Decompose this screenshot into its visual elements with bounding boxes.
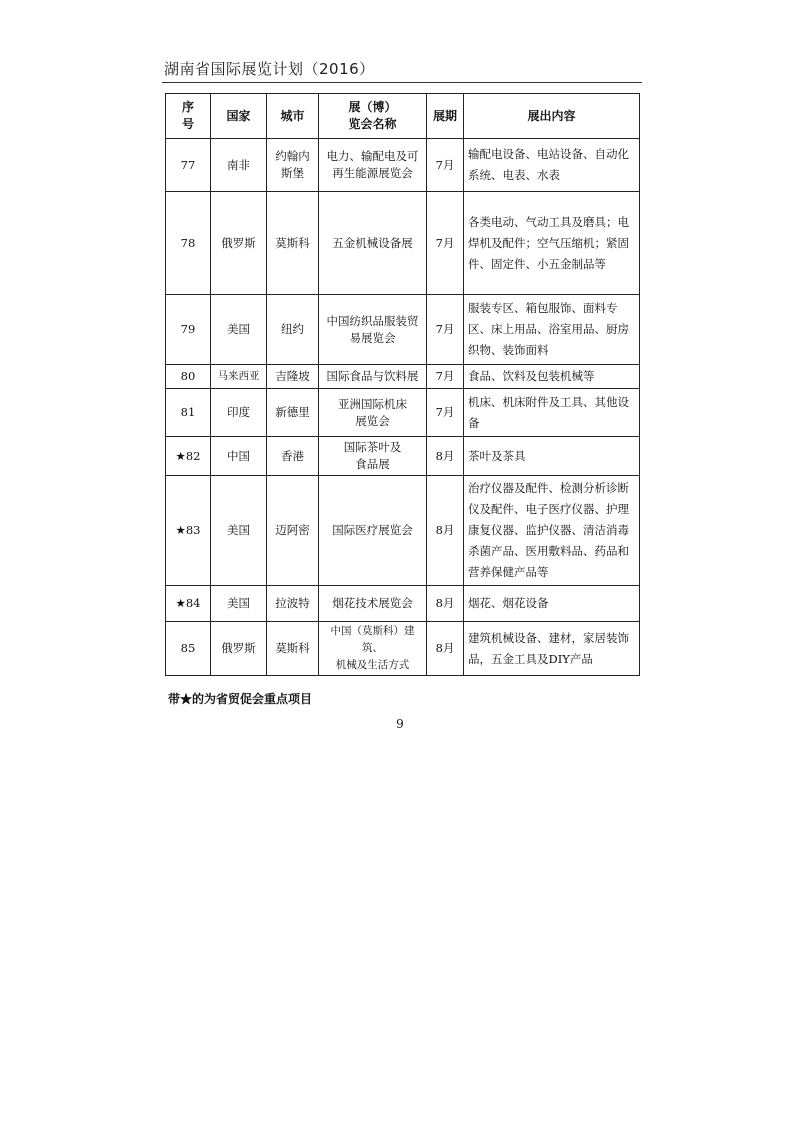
cell-name: 亚洲国际机床 展览会 — [319, 389, 427, 437]
table-row — [166, 586, 640, 622]
cell-seq: ★82 — [166, 437, 211, 476]
cell-seq: ★83 — [166, 476, 211, 586]
cell-city: 香港 — [267, 437, 319, 476]
cell-content: 食品、饮料及包装机械等 — [464, 365, 640, 389]
cell-city: 新德里 — [267, 389, 319, 437]
table-row — [166, 192, 640, 295]
cell-country: 南非 — [211, 139, 267, 192]
cell-seq: 80 — [166, 365, 211, 389]
table-row — [166, 365, 640, 389]
cell-seq: 85 — [166, 622, 211, 676]
header-country: 国家 — [211, 94, 267, 139]
table-row — [166, 139, 640, 192]
cell-city: 吉隆坡 — [267, 365, 319, 389]
cell-content: 治疗仪器及配件、检测分析诊断仪及配件、电子医疗仪器、护理康复仪器、监护仪器、清洁消毒杀菌产品、医用敷料品、药品和营养保健产品等 — [464, 476, 640, 586]
cell-country: 俄罗斯 — [211, 192, 267, 295]
table-header-row — [166, 94, 640, 139]
cell-name: 中国纺织品服装贸 易展览会 — [319, 295, 427, 365]
page-number: 9 — [396, 717, 404, 731]
cell-country: 俄罗斯 — [211, 622, 267, 676]
cell-period: 8月 — [427, 437, 464, 476]
header-period: 展期 — [427, 94, 464, 139]
cell-city: 约翰内 斯堡 — [267, 139, 319, 192]
cell-period: 8月 — [427, 586, 464, 622]
table-row — [166, 476, 640, 586]
header-city: 城市 — [267, 94, 319, 139]
cell-city: 迈阿密 — [267, 476, 319, 586]
cell-seq: 79 — [166, 295, 211, 365]
cell-country: 马来西亚 — [211, 365, 267, 389]
cell-period: 7月 — [427, 139, 464, 192]
cell-content: 茶叶及茶具 — [464, 437, 640, 476]
cell-content: 输配电设备、电站设备、自动化系统、电表、水表 — [464, 139, 640, 192]
cell-content: 烟花、烟花设备 — [464, 586, 640, 622]
cell-content: 建筑机械设备、建材，家居装饰品，五金工具及DIY产品 — [464, 622, 640, 676]
cell-period: 7月 — [427, 389, 464, 437]
cell-country: 美国 — [211, 586, 267, 622]
cell-seq: 77 — [166, 139, 211, 192]
cell-city: 纽约 — [267, 295, 319, 365]
cell-city: 拉波特 — [267, 586, 319, 622]
cell-name: 五金机械设备展 — [319, 192, 427, 295]
cell-period: 7月 — [427, 365, 464, 389]
header-name: 展（博） 览会名称 — [319, 94, 427, 139]
page-header-title: 湖南省国际展览计划（2016） — [164, 60, 375, 78]
cell-country: 中国 — [211, 437, 267, 476]
header-content: 展出内容 — [464, 94, 640, 139]
cell-period: 7月 — [427, 295, 464, 365]
cell-name: 烟花技术展览会 — [319, 586, 427, 622]
table-row — [166, 622, 640, 676]
cell-name: 国际食品与饮料展 — [319, 365, 427, 389]
cell-name: 国际医疗展览会 — [319, 476, 427, 586]
cell-country: 美国 — [211, 295, 267, 365]
cell-name: 电力、输配电及可 再生能源展览会 — [319, 139, 427, 192]
table-row — [166, 437, 640, 476]
header-seq: 序 号 — [166, 94, 211, 139]
cell-name: 国际茶叶及 食品展 — [319, 437, 427, 476]
cell-country: 美国 — [211, 476, 267, 586]
table-row — [166, 295, 640, 365]
cell-city: 莫斯科 — [267, 192, 319, 295]
cell-country: 印度 — [211, 389, 267, 437]
cell-content: 机床、机床附件及工具、其他设备 — [464, 389, 640, 437]
cell-seq: ★84 — [166, 586, 211, 622]
footnote: 带★的为省贸促会重点项目 — [168, 692, 313, 706]
header-divider — [162, 82, 642, 83]
cell-period: 7月 — [427, 192, 464, 295]
cell-content: 服装专区、箱包服饰、面料专区、床上用品、浴室用品、厨房织物、装饰面料 — [464, 295, 640, 365]
cell-city: 莫斯科 — [267, 622, 319, 676]
cell-seq: 78 — [166, 192, 211, 295]
cell-name: 中国（莫斯科）建筑、 机械及生活方式 — [319, 622, 427, 676]
exhibition-table — [165, 93, 640, 676]
cell-period: 8月 — [427, 476, 464, 586]
cell-seq: 81 — [166, 389, 211, 437]
cell-period: 8月 — [427, 622, 464, 676]
cell-content: 各类电动、气动工具及磨具；电焊机及配件；空气压缩机；紧固件、固定件、小五金制品等 — [464, 192, 640, 295]
table-row — [166, 389, 640, 437]
